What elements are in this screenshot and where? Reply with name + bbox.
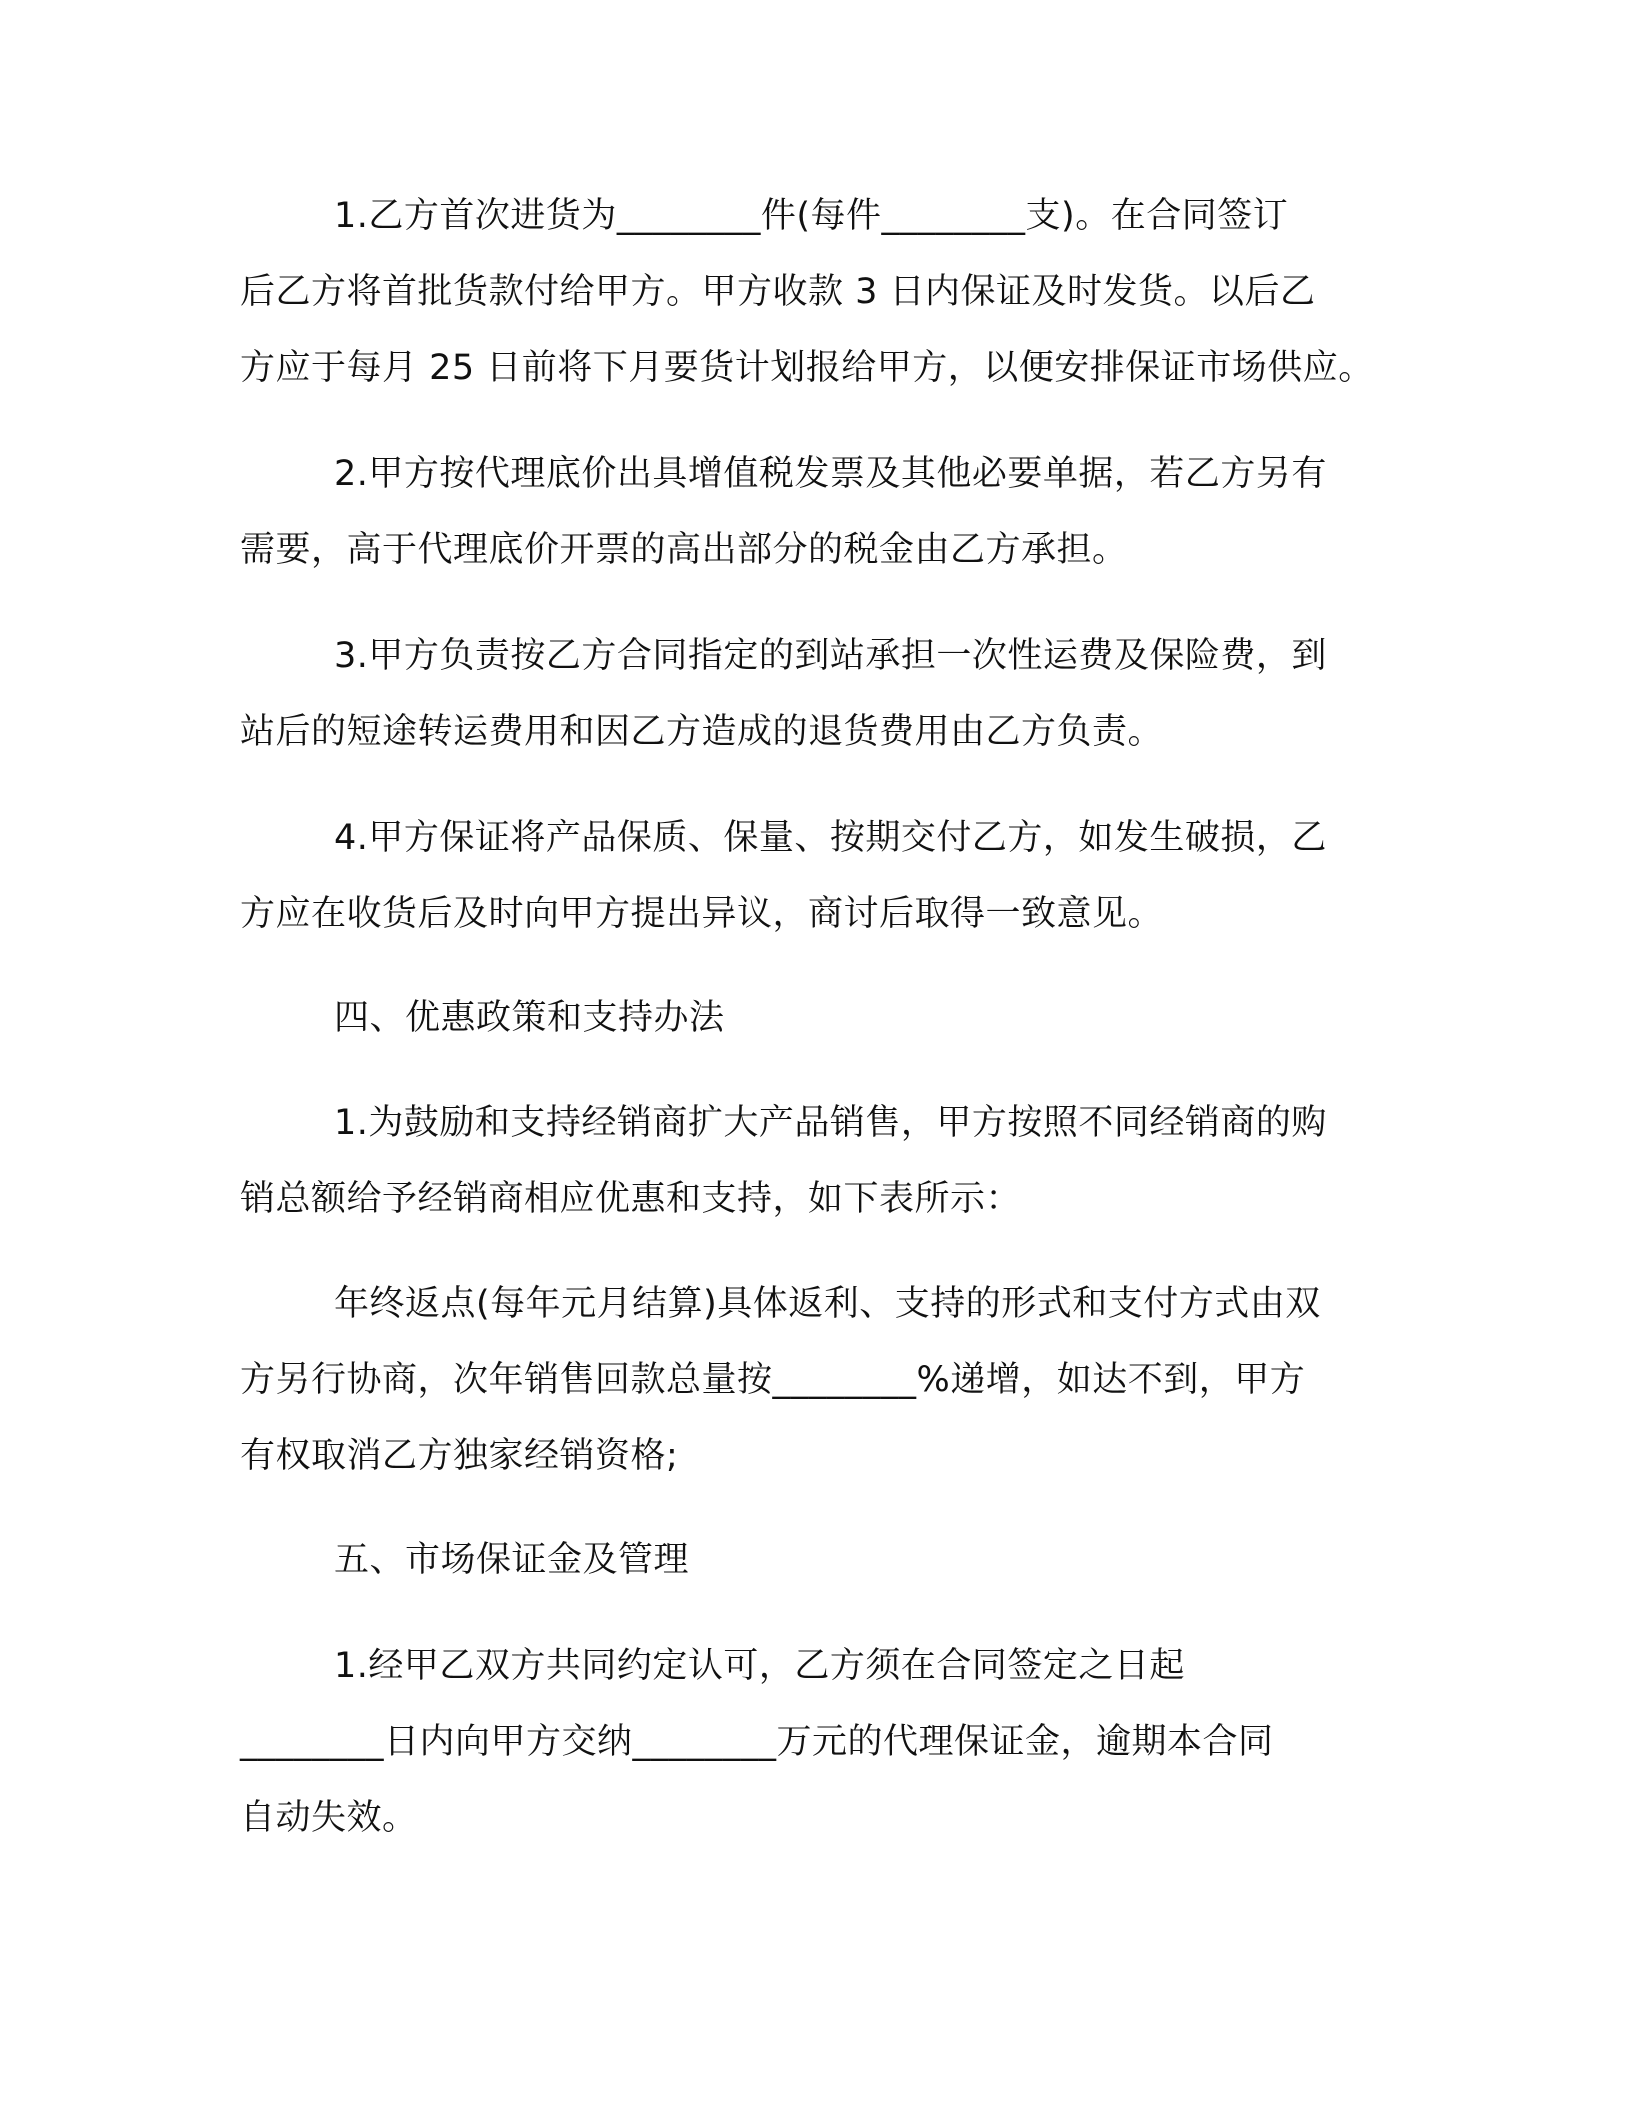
section-5-heading: 五、市场保证金及管理 (334, 1540, 690, 1580)
section-5-para-1-line-2: ________日内向甲方交纳________万元的代理保证金，逾期本合同 (240, 1722, 1274, 1762)
clause-1-line-2: 后乙方将首批货款付给甲方。甲方收款 3 日内保证及时发货。以后乙 (240, 272, 1316, 312)
section-4-para-2-line-3: 有权取消乙方独家经销资格; (240, 1436, 679, 1476)
section-4-para-1-line-1: 1.为鼓励和支持经销商扩大产品销售，甲方按照不同经销商的购 (334, 1103, 1327, 1143)
clause-4-line-2: 方应在收货后及时向甲方提出异议，商讨后取得一致意见。 (240, 894, 1164, 934)
section-5-para-1-line-3: 自动失效。 (240, 1798, 418, 1838)
section-4-para-2-line-1: 年终返点(每年元月结算)具体返利、支持的形式和支付方式由双 (334, 1284, 1321, 1324)
clause-2-line-2: 需要，高于代理底价开票的高出部分的税金由乙方承担。 (240, 530, 1128, 570)
section-4-para-1-line-2: 销总额给予经销商相应优惠和支持，如下表所示： (240, 1179, 1022, 1219)
clause-3-line-2: 站后的短途转运费用和因乙方造成的退货费用由乙方负责。 (240, 712, 1164, 752)
clause-1-line-3: 方应于每月 25 日前将下月要货计划报给甲方，以便安排保证市场供应。 (240, 348, 1374, 388)
clause-3-line-1: 3.甲方负责按乙方合同指定的到站承担一次性运费及保险费，到 (334, 636, 1327, 676)
clause-1-line-1: 1.乙方首次进货为________件(每件________支)。在合同签订 (334, 196, 1289, 236)
clause-4-line-1: 4.甲方保证将产品保质、保量、按期交付乙方，如发生破损，乙 (334, 818, 1327, 858)
section-4-para-2-line-2: 方另行协商，次年销售回款总量按________%递增，如达不到，甲方 (240, 1360, 1306, 1400)
section-4-heading: 四、优惠政策和支持办法 (334, 998, 725, 1038)
section-5-para-1-line-1: 1.经甲乙双方共同约定认可，乙方须在合同签定之日起 (334, 1646, 1185, 1686)
clause-2-line-1: 2.甲方按代理底价出具增值税发票及其他必要单据，若乙方另有 (334, 454, 1327, 494)
